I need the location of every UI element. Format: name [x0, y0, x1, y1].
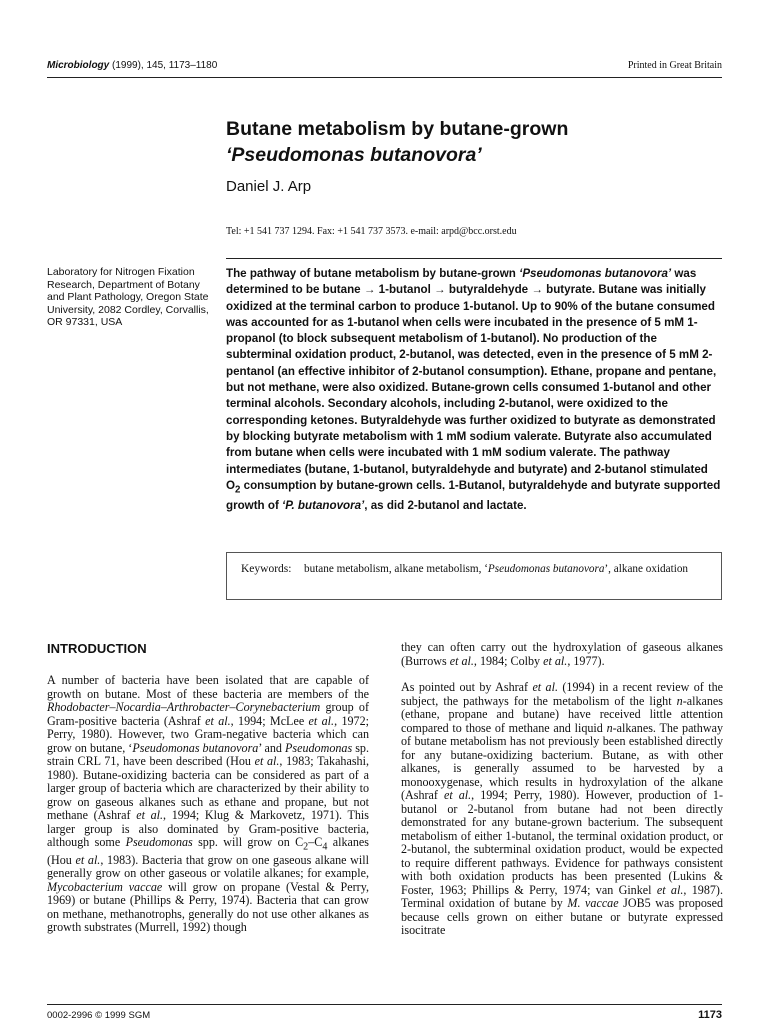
abstract-rule	[226, 258, 722, 259]
introduction-heading: INTRODUCTION	[47, 641, 147, 656]
intro-paragraph-continued: they can often carry out the hydroxylation of gaseous alkanes (Burrows et al., 1984; Colby et al., 1977).	[401, 640, 723, 668]
running-head	[47, 60, 217, 71]
intro-paragraph: A number of bacteria have been isolated that are capable of growth on butane. Most of these bacteria are members of the Rhodobacter–Nocardia–Arthrobacter–Corynebacterium group of Gram-positive bacteria (Ashraf et al., 1994; McLee et al., 1972; Perry, 1980). However, two Gram-negative bacteria which can grow on butane, ‘Pseudomonas butanovora’ and Pseudomonas sp. strain CRL 71, have been described (Hou et al., 1983; Takahashi, 1980). Butane-oxidizing bacteria can be considered as part of a larger group of bacteria which are characterized by their ability to grow on gaseous alkanes such as ethane and propane, but not methane (Ashraf et al., 1994; Klug & Markovetz, 1971). This larger group is also dominated by Gram-positive bacteria, although some Pseudomonas spp. will grow on $C_2-C_4$ alkanes (Hou et al., 1983). Bacteria that grow on one gaseous alkane will generally grow on other gaseous or volatile alkanes; for example, Mycobacterium vaccae will grow on propane (Vestal & Perry, 1969) or butane (Phillips & Perry, 1974). Bacteria that can grow on methane, methanotrophs, generally do not use other alkanes as growth substrates (Murrell, 1992) though	[47, 673, 369, 935]
title-line-1: Butane metabolism by butane-grown	[226, 118, 569, 140]
title-line-2: ‘Pseudomonas butanovora’	[226, 144, 482, 166]
journal-name: Microbiology	[47, 60, 110, 71]
intro-column-left	[47, 674, 369, 935]
keywords-list: butane metabolism, alkane metabolism, ‘Pseudomonas butanovora’, alkane oxidation	[304, 563, 689, 575]
intro-paragraph-2: As pointed out by Ashraf et al. (1994) in a recent review of the subject, the pathways for the metabolism of the light n-alkanes (ethane, propane and butane) have received little attention compared to those of methane and liquid n-alkanes. The pathway of butane metabolism has not previously been established directly for any butane-oxidizing bacterium. Butane, as with other alkanes, is generally assumed to be harvested by a monooxygenase, which results in hydroxylation of the alkane (Ashraf et al., 1994; Perry, 1980). However, production of 1-butanol or 2-butanol from butane had not been directly demonstrated for any butane-grown bacterium. The subsequent metabolism of either 1-butanol, the terminal oxidation product, or 2-butanol, the subterminal oxidation product, would be expected to require different pathways. Evidence for pathways consistent with both oxidation products has been presented (Lukins & Foster, 1963; Phillips & Perry, 1974; van Ginkel et al., 1987). Terminal oxidation of butane by M. vaccae JOB5 was proposed because cells grown on either butane or butyrate expressed isocitrate	[401, 680, 723, 937]
journal-citation: (1999), 145, 1173–1180	[109, 60, 218, 71]
article-title	[226, 116, 726, 168]
abstract: The pathway of butane metabolism by butane-grown ‘Pseudomonas butanovora’ was determined to be butane → 1-butanol → butyraldehyde → butyrate. Butane was initially oxidized at the terminal carbon to produce 1-butanol. Up to 90% of the butane consumed was accounted for as 1-butanol when cells were incubated in the presence of 5 mM 1-propanol (to block subsequent metabolism of 1-butanol). No production of the subterminal oxidation product, 2-butanol, was detected, even in the presence of 5 mM 2-pentanol (an effective inhibitor of 2-butanol consumption). Ethane, propane and pentane, but not methane, were also oxidized. Butane-grown cells consumed 1-butanol and other terminal alcohols. Secondary alcohols, including 2-butanol, were oxidized to the corresponding ketones. Butyraldehyde was further oxidized to butyrate as demonstrated by blocking butyrate metabolism with 1 mM sodium valerate. Butyrate also accumulated from butane when cells were incubated with 1 mM sodium valerate. The pathway intermediates (butane, 1-butanol, butyraldehyde and butyrate) and 2-butanol stimulated $O_2$ consumption by butane-grown cells. 1-Butanol, butyraldehyde and butyrate supported growth of ‘P. butanovora’, as did 2-butanol and lactate.	[226, 267, 721, 513]
page-number: 1173	[698, 1009, 722, 1021]
author-name: Daniel J. Arp	[226, 178, 312, 195]
printed-in-note: Printed in Great Britain	[627, 60, 722, 71]
header-rule	[47, 77, 722, 78]
contact-info: Tel: +1 541 737 1294. Fax: +1 541 737 3573. e-mail: arpd@bcc.orst.edu	[226, 226, 517, 237]
intro-column-right	[401, 641, 723, 938]
affiliation: Laboratory for Nitrogen Fixation Research, Department of Botany and Plant Pathology, Oregon State University, 2082 Cordley, Corvallis, OR 97331, USA	[47, 266, 209, 328]
keywords-label: Keywords:	[241, 563, 292, 575]
issn-copyright: 0002-2996 © 1999 SGM	[47, 1010, 151, 1021]
footer-rule	[47, 1004, 722, 1005]
